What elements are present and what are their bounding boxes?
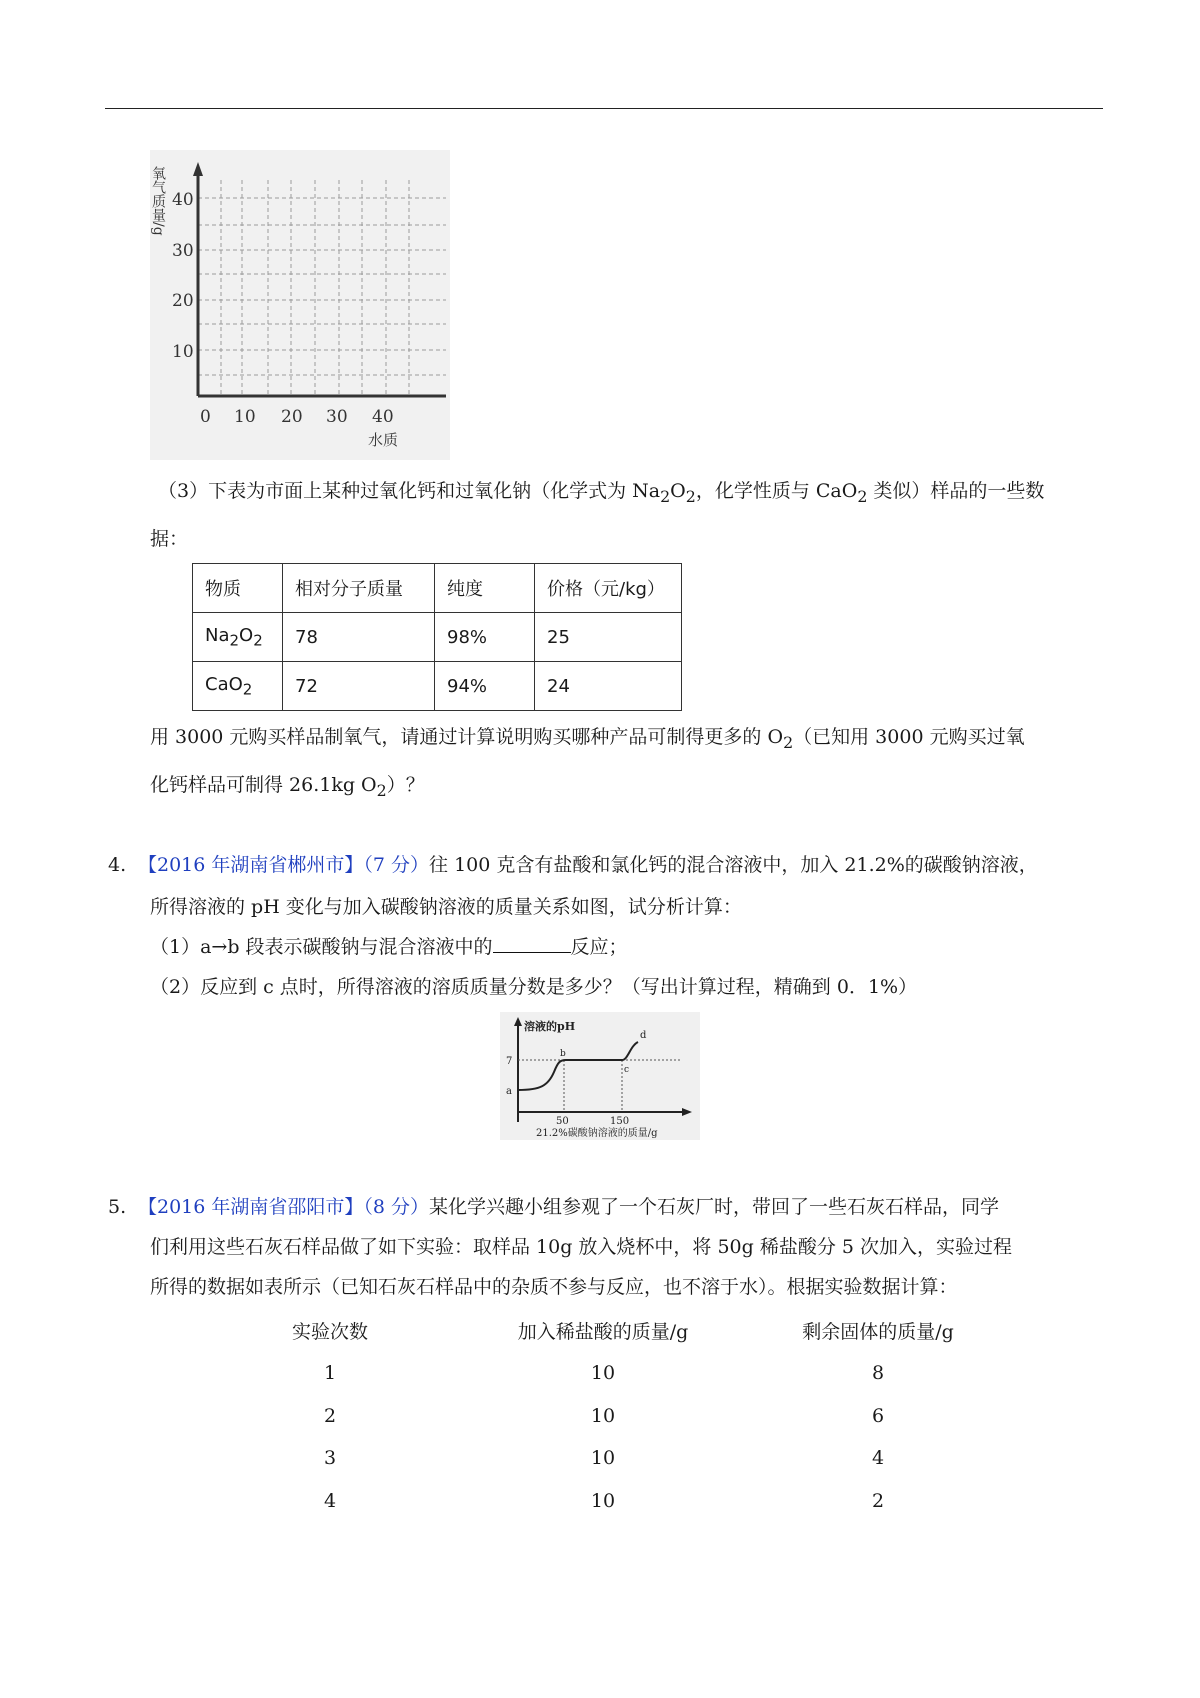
q3-line1-c: ，化学性质与 CaO [695, 480, 858, 502]
header-price: 价格（元/kg） [535, 564, 682, 613]
ph-graph [500, 1012, 700, 1140]
q3-line1-d: 类似）样品的一些数 [867, 480, 1045, 502]
point-c: c [624, 1065, 630, 1075]
q3-after1-a: 用 3000 元购买样品制氧气，请通过计算说明购买哪种产品可制得更多的 O [150, 726, 784, 748]
ph-x-label: 21.2%碳酸钠溶液的质量/g [536, 1128, 658, 1139]
cell-purity: 94% [435, 662, 535, 711]
cell-price: 24 [535, 662, 682, 711]
x-tick-0: 0 [200, 407, 211, 427]
cell-mass: 78 [283, 613, 435, 662]
x-tick-20: 20 [281, 407, 303, 427]
q3-sub-2a: 2 [660, 486, 671, 506]
q4-sub2: （2）反应到 c 点时，所得溶液的溶质质量分数是多少？（写出计算过程，精确到 0．1%） [150, 976, 918, 998]
ph-x-tick-150: 150 [610, 1116, 630, 1127]
q4-line1 [138, 851, 1038, 879]
q3-line1 [158, 477, 1044, 511]
cell-price: 25 [535, 613, 682, 662]
subscript: 2 [783, 732, 794, 752]
q5-number: 5. [108, 1196, 127, 1218]
header-molecular-mass: 相对分子质量 [283, 564, 435, 613]
x-tick-40: 40 [372, 407, 394, 427]
product-table [192, 563, 682, 711]
header-purity: 纯度 [435, 564, 535, 613]
exp-cell: 2 [323, 1405, 337, 1427]
q3-after2-b: ）？ [386, 774, 425, 796]
subscript: 2 [229, 631, 240, 650]
cell-name [193, 662, 283, 711]
exp-header-acid: 加入稀盐酸的质量/g [517, 1321, 689, 1343]
table-row [193, 613, 682, 662]
q3-line1-b: O [670, 480, 686, 502]
q4-text1: 往 100 克含有盐酸和氯化钙的混合溶液中，加入 21.2%的碳酸钠溶液， [429, 854, 1038, 876]
point-a: a [506, 1086, 512, 1097]
cao-text: CaO [205, 673, 243, 695]
na-text: Na [205, 624, 230, 646]
q5-text1: 某化学兴趣小组参观了一个石灰厂时，带回了一些石灰石样品，同学 [429, 1196, 1000, 1218]
y-tick-40: 40 [172, 190, 194, 210]
y-axis-label: 氧气质量/g [150, 166, 166, 236]
q4-sub1 [150, 933, 628, 961]
q3-line2: 据： [150, 528, 189, 550]
point-d: d [640, 1030, 647, 1041]
q3-line1-a: （3）下表为市面上某种过氧化钙和过氧化钠（化学式为 Na [158, 480, 661, 502]
x-axis-label: 水质 [368, 431, 399, 449]
exp-header-trial: 实验次数 [291, 1321, 368, 1343]
x-tick-10: 10 [234, 407, 256, 427]
q3-sub-2c: 2 [857, 486, 868, 506]
exp-cell: 10 [590, 1405, 616, 1427]
exp-cell: 10 [590, 1362, 616, 1384]
q5-line2: 们利用这些石灰石样品做了如下实验：取样品 10g 放入烧杯中，将 50g 稀盐酸分 5 次加入，实验过程 [150, 1236, 1013, 1258]
q4-source-tag: 【2016 年湖南省郴州市】（7 分） [138, 854, 430, 876]
exp-cell: 4 [323, 1490, 337, 1512]
ph-x-tick-50: 50 [556, 1116, 569, 1127]
ph-y-label: 溶液的pH [524, 1020, 576, 1033]
y-tick-20: 20 [172, 291, 194, 311]
y-tick-10: 10 [172, 342, 194, 362]
ph-y-tick-7: 7 [506, 1056, 513, 1067]
q4-sub1-a: （1）a→b 段表示碳酸钠与混合溶液中的 [150, 936, 493, 958]
subscript: 2 [376, 780, 387, 800]
q4-sub1-b: 反应； [570, 936, 628, 958]
exp-cell: 10 [590, 1490, 616, 1512]
table-header-row [193, 564, 682, 613]
q5-source-tag: 【2016 年湖南省邵阳市】（8 分） [138, 1196, 430, 1218]
exp-cell: 3 [323, 1447, 337, 1469]
exp-header-solid: 剩余固体的质量/g [802, 1321, 954, 1343]
table-row [193, 662, 682, 711]
header-substance: 物质 [193, 564, 283, 613]
exp-cell: 4 [871, 1447, 885, 1469]
q4-number: 4. [108, 854, 127, 876]
point-b: b [560, 1049, 566, 1059]
exp-cell: 2 [871, 1490, 885, 1512]
q4-line2: 所得溶液的 pH 变化与加入碳酸钠溶液的质量关系如图，试分析计算： [150, 896, 742, 918]
q3-after2-a: 化钙样品可制得 26.1kg O [150, 774, 377, 796]
q5-line3: 所得的数据如表所示（已知石灰石样品中的杂质不参与反应，也不溶于水）。根据实验数据计算： [150, 1276, 958, 1298]
oxygen-graph [150, 150, 450, 460]
cell-mass: 72 [283, 662, 435, 711]
exp-cell: 8 [871, 1362, 885, 1384]
q3-after1 [150, 723, 1025, 757]
answer-blank[interactable] [493, 933, 571, 953]
exp-cell: 1 [323, 1362, 337, 1384]
exp-cell: 10 [590, 1447, 616, 1469]
cell-name [193, 613, 283, 662]
q3-sub-2b: 2 [685, 486, 696, 506]
x-tick-30: 30 [326, 407, 348, 427]
q3-after2 [150, 771, 425, 805]
top-rule [105, 108, 1103, 109]
o-text: O [239, 624, 254, 646]
subscript: 2 [242, 680, 253, 699]
cell-purity: 98% [435, 613, 535, 662]
y-tick-30: 30 [172, 241, 194, 261]
exp-cell: 6 [871, 1405, 885, 1427]
q3-after1-b: （已知用 3000 元购买过氧 [793, 726, 1025, 748]
subscript: 2 [253, 631, 263, 650]
q5-line1 [138, 1193, 999, 1221]
